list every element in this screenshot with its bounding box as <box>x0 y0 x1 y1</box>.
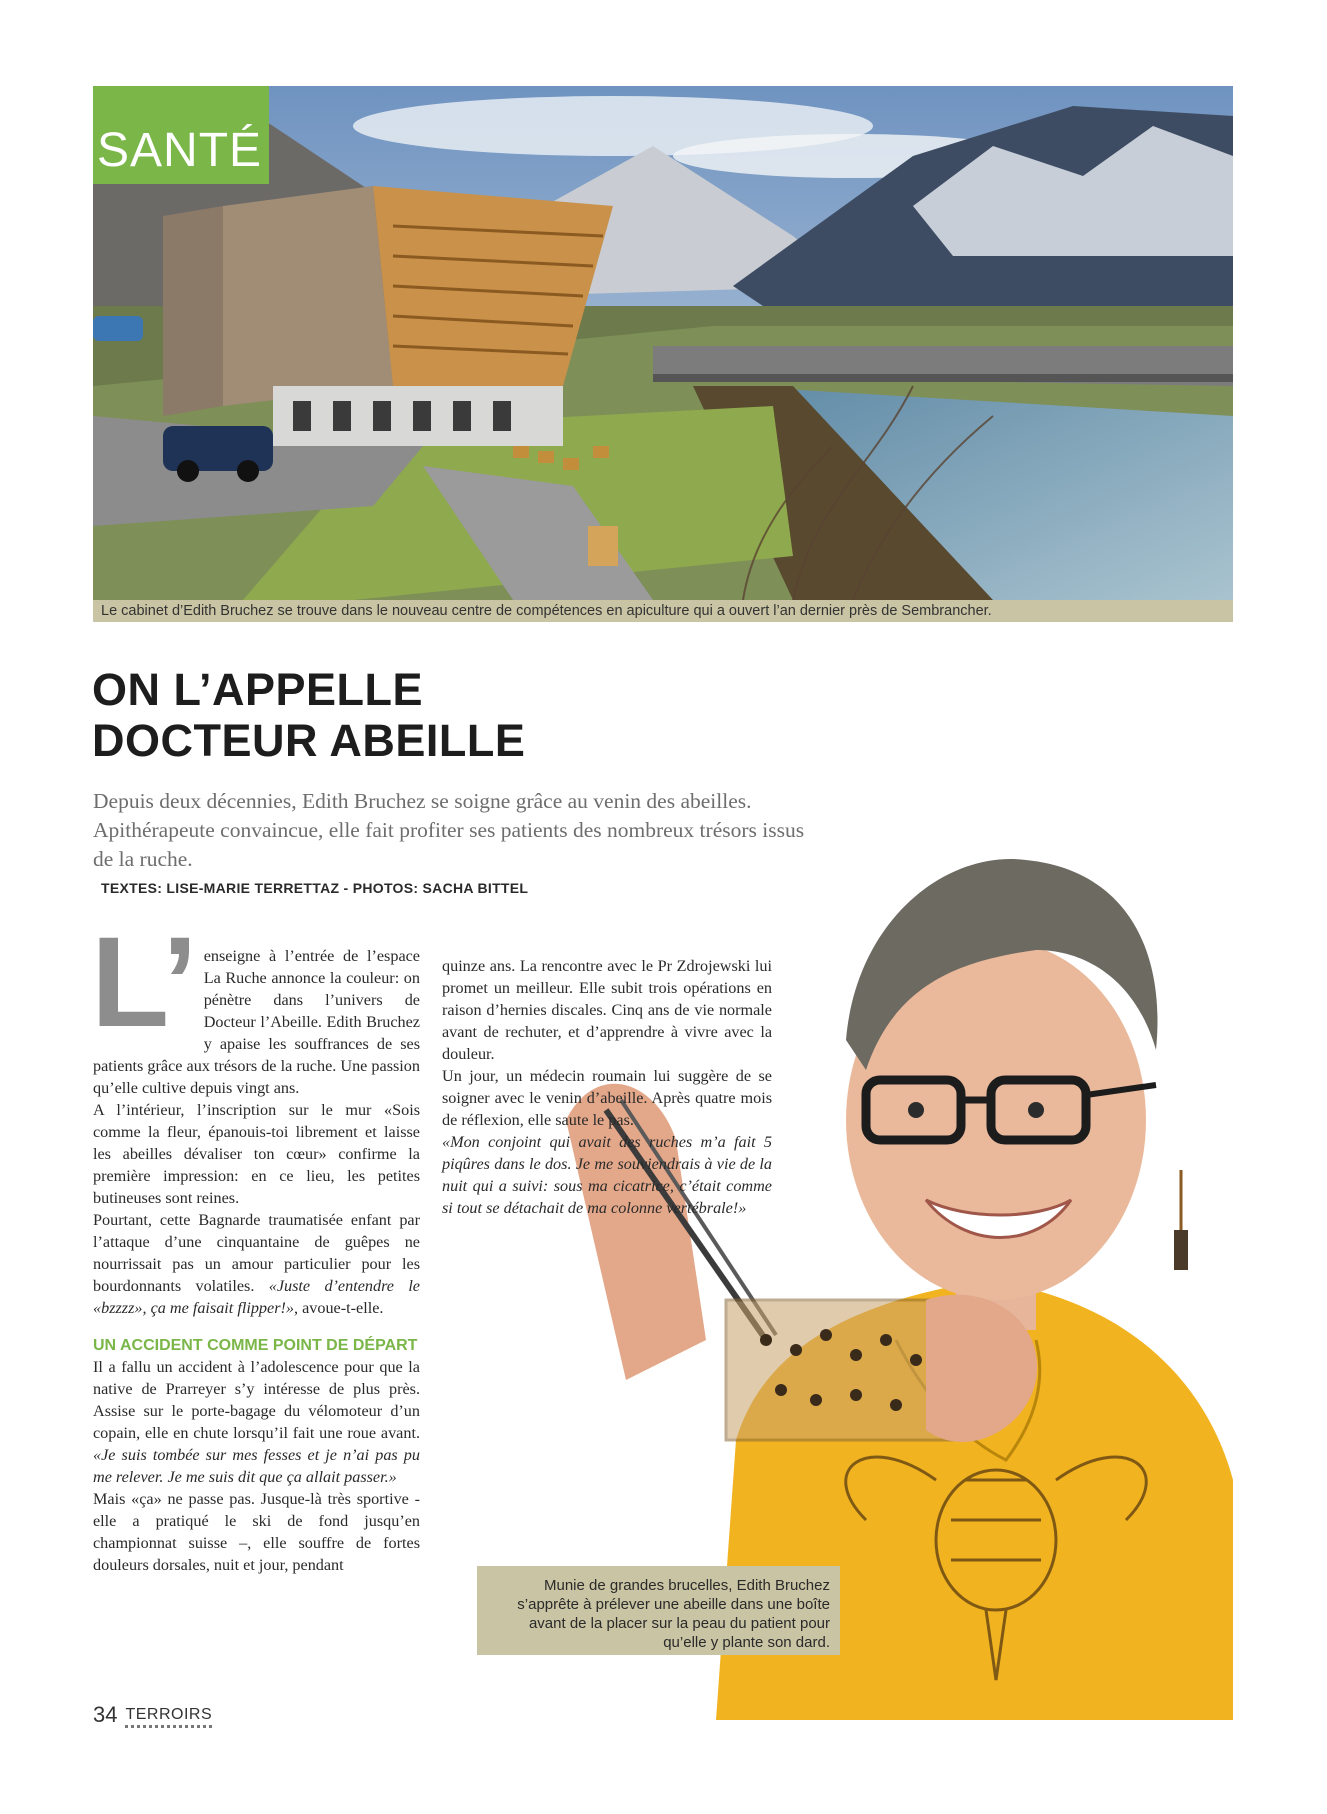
portrait-caption: Munie de grandes brucelles, Edith Bruchez s’apprête à prélever une abeille dans une boîte avant de la placer sur la peau du patient pour qu’elle y plante son dard. <box>477 1566 840 1655</box>
body-column-2 <box>442 955 772 1219</box>
magazine-brand: TERROIRS <box>125 1706 212 1728</box>
paragraph-3: Pourtant, cette Bagnarde traumatisée enfant par l’attaque d’une cinquantaine de guêpes ne nourrissait pas un amour particulier pour les bourdonnants volatiles. «Juste d’entendre le «bzzzz», ça me faisait flipper!», avoue-t-elle. <box>93 1211 420 1317</box>
quote-conjoint: «Mon conjoint qui avait des ruches m’a fait 5 piqûres dans le dos. Je me souviendrais à vie de la nuit qui a suivi: sous ma cicatrice, c’était comme si tout se détachait de ma colonne vertébrale!» <box>442 1133 772 1217</box>
paragraph-1: enseigne à l’entrée de l’espace La Ruche annonce la couleur: on pénètre dans l’univers de Docteur l’Abeille. Edith Bruchez y apaise les souffrances de ses patients grâce aux trésors de la ruche. Une passion qu’elle cultive depuis vingt ans. <box>93 947 420 1097</box>
standfirst-line-3: de la ruche. TEXTES: LISE-MARIE TERRETTAZ - PHOTOS: SACHA BITTEL <box>93 845 853 903</box>
paragraph-7: Un jour, un médecin roumain lui suggère de se soigner avec le venin d’abeille. Après quatre mois de réflexion, elle saute le pas. <box>442 1067 772 1129</box>
page-footer <box>93 1702 212 1728</box>
top-photo-caption: Le cabinet d’Edith Bruchez se trouve dans le nouveau centre de compétences en apiculture qui a ouvert l’an dernier près de Sembrancher. <box>93 600 1233 622</box>
intertitle: UN ACCIDENT COMME POINT DE DÉPART <box>93 1337 418 1354</box>
headline-line-1: ON L’APPELLE <box>92 664 424 715</box>
paragraph-5: Mais «ça» ne passe pas. Jusque-là très sportive - elle a pratiqué le ski de fond jusqu’en championnat suisse –, elle souffre de fortes douleurs dorsales, nuit et jour, pendant <box>93 1490 420 1574</box>
quote-bzzzz: «Juste d’entendre le «bzzzz», ça me faisait flipper!» <box>93 1277 420 1317</box>
section-rubric: SANTÉ <box>93 86 269 184</box>
drop-cap: L’ <box>91 911 198 1054</box>
standfirst-line-1: Depuis deux décennies, Edith Bruchez se soigne grâce au venin des abeilles. <box>93 789 752 813</box>
paragraph-2: A l’intérieur, l’inscription sur le mur «Sois comme la fleur, épanouis-toi librement et laisse les abeilles dévaliser ton cœur» confirme la première impression: en ce lieu, les petites butineuses sont reines. <box>93 1101 420 1207</box>
quote-fall: «Je suis tombée sur mes fesses et je n’ai pas pu me relever. Je me suis dit que ça allait passer.» <box>93 1446 420 1486</box>
paragraph-4: Il a fallu un accident à l’adolescence pour que la native de Prarreyer s’y intéresse de plus près. Assise sur le porte-bagage du vélomoteur d’un copain, elle en chute lorsqu’il fait une roue avant. «Je suis tombée sur mes fesses et je n’ai pas pu me relever. Je me suis dit que ça allait passer.» <box>93 1358 420 1486</box>
headline-line-2: DOCTEUR ABEILLE <box>92 715 526 766</box>
page-number: 34 <box>93 1702 118 1727</box>
standfirst-line-2: Apithérapeute convaincue, elle fait profiter ses patients des nombreux trésors issus <box>93 818 805 842</box>
paragraph-6: quinze ans. La rencontre avec le Pr Zdrojewski lui promet un meilleur. Elle subit trois opérations en raison d’hernies discales. Cinq ans de vie normale avant de rechuter, et d’apprendre à vivre avec la douleur. <box>442 957 772 1063</box>
headline <box>92 664 892 766</box>
body-column-1 <box>91 911 420 1576</box>
credits: TEXTES: LISE-MARIE TERRETTAZ - PHOTOS: SACHA BITTEL <box>101 880 529 896</box>
